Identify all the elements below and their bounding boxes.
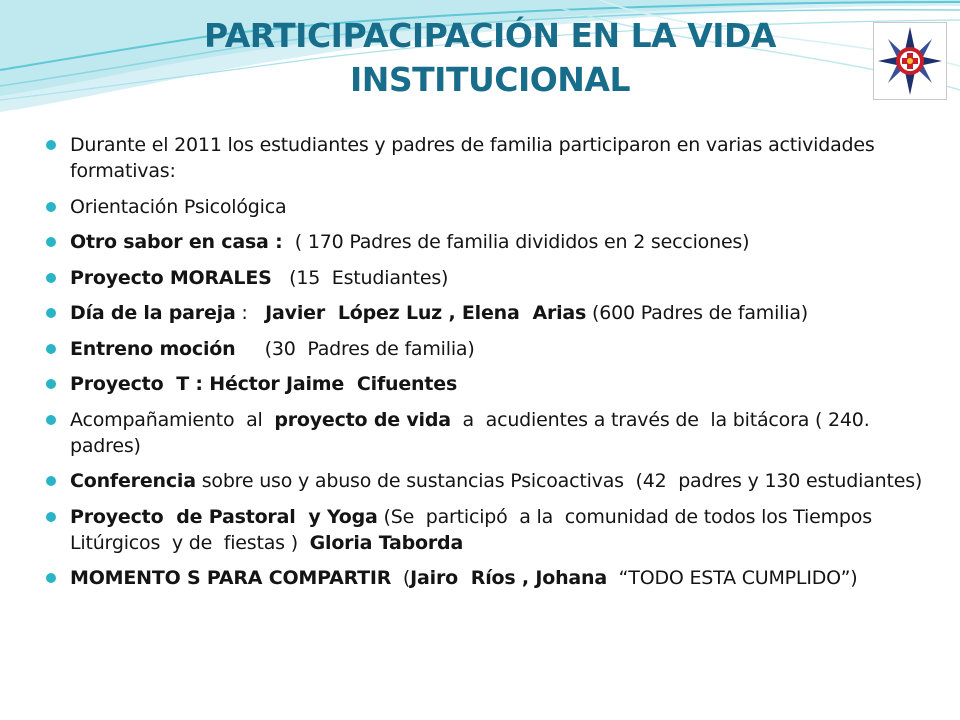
bullet-item <box>46 407 926 459</box>
bullet-item <box>46 265 926 291</box>
bullet-item <box>46 132 926 184</box>
bullet-text-bold: Día de la pareja <box>70 302 236 324</box>
institution-logo <box>873 22 947 100</box>
bullet-text: (Se participó a la comunidad de todos los Tiempos Litúrgicos y de fiestas ) <box>70 505 878 554</box>
title-line-2: INSTITUCIONAL <box>350 60 630 99</box>
bullet-text-bold: Gloria Taborda <box>309 531 464 554</box>
bullet-item <box>46 229 926 255</box>
bullet-text: “TODO ESTA CUMPLIDO”) <box>606 567 858 589</box>
bullet-text: Acompañamiento al <box>70 408 275 431</box>
bullet-dot-icon <box>46 379 56 389</box>
bullet-item <box>46 468 926 494</box>
bullet-dot-icon <box>46 237 56 247</box>
bullet-text: sobre uso y abuso de sustancias Psicoactivas (42 padres y 130 estudiantes) <box>195 470 923 492</box>
bullet-dot-icon <box>46 140 56 150</box>
bullet-item <box>46 300 926 326</box>
bullet-item <box>46 504 926 556</box>
bullet-dot-icon <box>46 308 56 318</box>
bullet-item <box>46 565 926 591</box>
bullet-text: (600 Padres de familia) <box>586 302 808 324</box>
title-line-1: PARTICIPACIPACIÓN EN LA VIDA <box>204 16 776 55</box>
bullet-text-bold: Proyecto T : Héctor Jaime Cifuentes <box>70 373 458 395</box>
bullet-text-bold: MOMENTO S PARA COMPARTIR <box>70 567 392 589</box>
compass-rose-shield-emblem-icon <box>874 23 946 99</box>
bullet-item <box>46 194 926 220</box>
bullet-text: (30 Padres de familia) <box>235 337 475 360</box>
bullet-text-bold: Proyecto MORALES <box>70 266 272 289</box>
bullet-text: ( <box>391 567 411 589</box>
bullet-dot-icon <box>46 273 56 283</box>
bullet-text: : <box>235 302 266 324</box>
bullet-text-bold: proyecto de vida <box>274 408 451 431</box>
bullet-list <box>46 132 926 601</box>
bullet-text-bold: Entreno moción <box>70 337 236 360</box>
bullet-dot-icon <box>46 415 56 425</box>
bullet-text: (15 Estudiantes) <box>271 266 449 289</box>
bullet-dot-icon <box>46 202 56 212</box>
bullet-text-bold: Proyecto de Pastoral y Yoga <box>70 505 378 528</box>
bullet-text-bold: Conferencia <box>70 470 196 492</box>
bullet-text-bold: Javier López Luz , Elena Arias <box>265 302 587 324</box>
bullet-text: Durante el 2011 los estudiantes y padres de familia participaron en varias actividades formativas: <box>70 134 881 182</box>
slide-title <box>120 14 860 102</box>
bullet-dot-icon <box>46 573 56 583</box>
bullet-text: ( 170 Padres de familia divididos en 2 secciones) <box>288 231 750 253</box>
bullet-text: Orientación Psicológica <box>70 195 287 218</box>
bullet-dot-icon <box>46 344 56 354</box>
bullet-dot-icon <box>46 476 56 486</box>
bullet-item <box>46 336 926 362</box>
bullet-text-bold: Otro sabor en casa : <box>70 231 289 253</box>
bullet-dot-icon <box>46 512 56 522</box>
bullet-text-bold: Jairo Ríos , Johana <box>410 567 607 589</box>
bullet-text: a acudientes a través de la bitácora ( 240. padres) <box>70 408 882 457</box>
bullet-item <box>46 371 926 397</box>
